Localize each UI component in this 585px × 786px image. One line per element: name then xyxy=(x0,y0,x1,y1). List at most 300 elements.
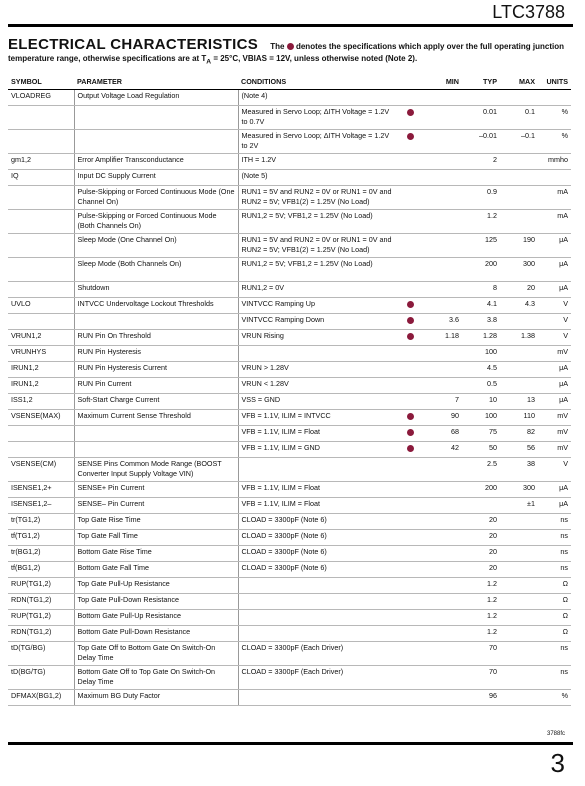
cell-symbol xyxy=(8,106,74,130)
cell-typ xyxy=(462,90,500,106)
cell-typ: 200 xyxy=(462,258,500,282)
cell-conditions: VRUN < 1.28V xyxy=(238,378,398,394)
cell-dot xyxy=(398,610,422,626)
cell-min xyxy=(422,642,462,666)
table-row xyxy=(8,498,571,514)
cell-conditions: CLOAD = 3300pF (Each Driver) xyxy=(238,666,398,690)
table-row xyxy=(8,154,571,170)
cell-conditions: CLOAD = 3300pF (Note 6) xyxy=(238,562,398,578)
cell-symbol: ISENSE1,2– xyxy=(8,498,74,514)
cell-symbol xyxy=(8,234,74,258)
table-row xyxy=(8,234,571,258)
table-row xyxy=(8,690,571,706)
cell-parameter: SENSE+ Pin Current xyxy=(74,482,238,498)
cell-dot xyxy=(398,530,422,546)
cell-units: μA xyxy=(538,258,571,282)
table-row xyxy=(8,378,571,394)
cell-typ: 1.2 xyxy=(462,578,500,594)
col-symbol: SYMBOL xyxy=(8,74,74,90)
cell-typ: 20 xyxy=(462,562,500,578)
cell-units: ns xyxy=(538,546,571,562)
table-row xyxy=(8,426,571,442)
cell-symbol xyxy=(8,210,74,234)
cell-units: Ω xyxy=(538,610,571,626)
cell-min xyxy=(422,298,462,314)
cell-units: μA xyxy=(538,378,571,394)
top-rule xyxy=(8,24,573,27)
cell-units: ns xyxy=(538,562,571,578)
cell-units: μA xyxy=(538,498,571,514)
cell-parameter: Top Gate Fall Time xyxy=(74,530,238,546)
cell-symbol: gm1,2 xyxy=(8,154,74,170)
cell-parameter: Input DC Supply Current xyxy=(74,170,238,186)
cell-min xyxy=(422,106,462,130)
cell-typ: 1.2 xyxy=(462,610,500,626)
temperature-range-dot-icon xyxy=(407,317,414,324)
cell-min xyxy=(422,458,462,482)
cell-conditions: CLOAD = 3300pF (Note 6) xyxy=(238,530,398,546)
cell-typ: 1.28 xyxy=(462,330,500,346)
cell-units: ns xyxy=(538,530,571,546)
cell-min xyxy=(422,690,462,706)
col-dot xyxy=(398,74,422,90)
cell-dot xyxy=(398,298,422,314)
cell-units: V xyxy=(538,458,571,482)
cell-typ: 200 xyxy=(462,482,500,498)
cell-max: 4.3 xyxy=(500,298,538,314)
cell-symbol: VSENSE(MAX) xyxy=(8,410,74,426)
table-row xyxy=(8,298,571,314)
cell-dot xyxy=(398,578,422,594)
cell-max: 13 xyxy=(500,394,538,410)
cell-typ: 2.5 xyxy=(462,458,500,482)
cell-parameter: Shutdown xyxy=(74,282,238,298)
cell-dot xyxy=(398,330,422,346)
cell-conditions: (Note 5) xyxy=(238,170,398,186)
intro-a: The xyxy=(270,42,285,51)
cell-symbol: tD(BG/TG) xyxy=(8,666,74,690)
cell-max xyxy=(500,514,538,530)
cell-symbol xyxy=(8,426,74,442)
cell-conditions xyxy=(238,626,398,642)
cell-min: 7 xyxy=(422,394,462,410)
cell-typ: 0.5 xyxy=(462,378,500,394)
col-typ: TYP xyxy=(462,74,500,90)
table-row xyxy=(8,210,571,234)
cell-units: mV xyxy=(538,426,571,442)
cell-symbol: RDN(TG1,2) xyxy=(8,594,74,610)
table-row xyxy=(8,442,571,458)
col-min: MIN xyxy=(422,74,462,90)
cell-units: mA xyxy=(538,210,571,234)
cell-conditions: VFB = 1.1V, ILIM = Float xyxy=(238,482,398,498)
cell-symbol xyxy=(8,282,74,298)
table-row xyxy=(8,106,571,130)
cell-min xyxy=(422,594,462,610)
cell-dot xyxy=(398,482,422,498)
cell-min xyxy=(422,186,462,210)
cell-conditions: Measured in Servo Loop; ΔITH Voltage = 1.2V to 2V xyxy=(238,130,398,154)
cell-parameter: SENSE Pins Common Mode Range (BOOST Converter Input Supply Voltage VIN) xyxy=(74,458,238,482)
temperature-range-dot-icon xyxy=(407,429,414,436)
cell-parameter: Bottom Gate Pull-Down Resistance xyxy=(74,626,238,642)
cell-typ: 4.1 xyxy=(462,298,500,314)
cell-units: μA xyxy=(538,394,571,410)
cell-typ: 20 xyxy=(462,546,500,562)
cell-dot xyxy=(398,106,422,130)
cell-max: 20 xyxy=(500,282,538,298)
cell-conditions: VFB = 1.1V, ILIM = Float xyxy=(238,426,398,442)
cell-max xyxy=(500,594,538,610)
cell-dot xyxy=(398,546,422,562)
cell-min xyxy=(422,610,462,626)
table-row xyxy=(8,90,571,106)
cell-parameter: Maximum Current Sense Threshold xyxy=(74,410,238,426)
cell-max: ±1 xyxy=(500,498,538,514)
intro-c: = 25°C, VBIAS = 12V, unless otherwise noted (Note 2). xyxy=(211,54,418,63)
cell-dot xyxy=(398,410,422,426)
intro-sub: A xyxy=(206,58,212,66)
cell-dot xyxy=(398,562,422,578)
cell-min: 1.18 xyxy=(422,330,462,346)
cell-dot xyxy=(398,258,422,282)
cell-parameter xyxy=(74,314,238,330)
cell-conditions xyxy=(238,610,398,626)
cell-units: V xyxy=(538,330,571,346)
cell-max: 110 xyxy=(500,410,538,426)
cell-typ: 20 xyxy=(462,514,500,530)
cell-min xyxy=(422,282,462,298)
cell-symbol: tf(TG1,2) xyxy=(8,530,74,546)
cell-dot xyxy=(398,282,422,298)
section-title: ELECTRICAL CHARACTERISTICS xyxy=(8,36,259,53)
cell-dot xyxy=(398,690,422,706)
table-row xyxy=(8,346,571,362)
table-body xyxy=(8,90,571,706)
cell-symbol: RUP(TG1,2) xyxy=(8,578,74,594)
cell-max xyxy=(500,562,538,578)
cell-symbol: ISENSE1,2+ xyxy=(8,482,74,498)
cell-dot xyxy=(398,498,422,514)
cell-max xyxy=(500,530,538,546)
cell-conditions: CLOAD = 3300pF (Note 6) xyxy=(238,546,398,562)
cell-min xyxy=(422,210,462,234)
table-row xyxy=(8,562,571,578)
cell-max xyxy=(500,690,538,706)
cell-typ: 0.01 xyxy=(462,106,500,130)
table-row xyxy=(8,186,571,210)
page-number: 3 xyxy=(550,748,565,778)
cell-parameter xyxy=(74,442,238,458)
cell-units: mV xyxy=(538,346,571,362)
cell-conditions xyxy=(238,594,398,610)
cell-units: Ω xyxy=(538,626,571,642)
cell-conditions: VRUN Rising xyxy=(238,330,398,346)
cell-min xyxy=(422,362,462,378)
cell-dot xyxy=(398,514,422,530)
cell-symbol: IQ xyxy=(8,170,74,186)
cell-dot xyxy=(398,234,422,258)
cell-parameter: RUN Pin Current xyxy=(74,378,238,394)
cell-parameter: Soft-Start Charge Current xyxy=(74,394,238,410)
cell-typ: 70 xyxy=(462,666,500,690)
cell-dot xyxy=(398,210,422,234)
cell-min xyxy=(422,578,462,594)
cell-dot xyxy=(398,154,422,170)
cell-units: μA xyxy=(538,234,571,258)
cell-symbol: tr(TG1,2) xyxy=(8,514,74,530)
cell-conditions xyxy=(238,346,398,362)
cell-max xyxy=(500,186,538,210)
cell-units: ns xyxy=(538,514,571,530)
cell-min xyxy=(422,514,462,530)
cell-dot xyxy=(398,346,422,362)
cell-symbol: IRUN1,2 xyxy=(8,362,74,378)
cell-dot xyxy=(398,594,422,610)
cell-symbol xyxy=(8,186,74,210)
cell-conditions: VINTVCC Ramping Up xyxy=(238,298,398,314)
cell-max: 38 xyxy=(500,458,538,482)
cell-typ: 1.2 xyxy=(462,594,500,610)
cell-max xyxy=(500,546,538,562)
cell-typ xyxy=(462,170,500,186)
cell-symbol: DFMAX(BG1,2) xyxy=(8,690,74,706)
cell-conditions: RUN1 = 5V and RUN2 = 0V or RUN1 = 0V and RUN2 = 5V; VFB1(2) = 1.25V (No Load) xyxy=(238,234,398,258)
cell-dot xyxy=(398,314,422,330)
table-row xyxy=(8,170,571,186)
cell-dot xyxy=(398,426,422,442)
cell-min xyxy=(422,90,462,106)
cell-max xyxy=(500,170,538,186)
cell-units: Ω xyxy=(538,578,571,594)
cell-min xyxy=(422,170,462,186)
cell-max xyxy=(500,610,538,626)
section-header xyxy=(8,36,571,69)
cell-min: 42 xyxy=(422,442,462,458)
cell-min xyxy=(422,546,462,562)
cell-min xyxy=(422,346,462,362)
cell-parameter: Bottom Gate Off to Top Gate On Switch-On Delay Time xyxy=(74,666,238,690)
cell-typ: 96 xyxy=(462,690,500,706)
cell-min xyxy=(422,482,462,498)
temperature-range-dot-icon xyxy=(407,333,414,340)
cell-typ: 1.2 xyxy=(462,210,500,234)
cell-max xyxy=(500,578,538,594)
table-row xyxy=(8,546,571,562)
cell-conditions: RUN1,2 = 5V; VFB1,2 = 1.25V (No Load) xyxy=(238,210,398,234)
cell-parameter: Sleep Mode (One Channel On) xyxy=(74,234,238,258)
cell-dot xyxy=(398,362,422,378)
cell-symbol xyxy=(8,258,74,282)
cell-max xyxy=(500,666,538,690)
cell-parameter: Top Gate Pull-Up Resistance xyxy=(74,578,238,594)
cell-symbol xyxy=(8,130,74,154)
cell-parameter xyxy=(74,106,238,130)
table-row xyxy=(8,626,571,642)
col-max: MAX xyxy=(500,74,538,90)
cell-conditions: Measured in Servo Loop; ΔITH Voltage = 1.2V to 0.7V xyxy=(238,106,398,130)
cell-parameter xyxy=(74,426,238,442)
cell-symbol: tD(TG/BG) xyxy=(8,642,74,666)
table-header-row xyxy=(8,74,571,90)
table-row xyxy=(8,130,571,154)
cell-max xyxy=(500,314,538,330)
cell-max: 300 xyxy=(500,258,538,282)
cell-conditions: RUN1 = 5V and RUN2 = 0V or RUN1 = 0V and RUN2 = 5V; VFB1(2) = 1.25V (No Load) xyxy=(238,186,398,210)
cell-typ: 75 xyxy=(462,426,500,442)
cell-conditions: VFB = 1.1V, ILIM = GND xyxy=(238,442,398,458)
cell-parameter: Bottom Gate Pull-Up Resistance xyxy=(74,610,238,626)
cell-parameter: Pulse-Skipping or Forced Continuous Mode (Both Channels On) xyxy=(74,210,238,234)
cell-max: 56 xyxy=(500,442,538,458)
table-row xyxy=(8,514,571,530)
cell-symbol: RDN(TG1,2) xyxy=(8,626,74,642)
table-row xyxy=(8,282,571,298)
col-parameter: PARAMETER xyxy=(74,74,238,90)
cell-units: % xyxy=(538,106,571,130)
cell-parameter: INTVCC Undervoltage Lockout Thresholds xyxy=(74,298,238,314)
col-units: UNITS xyxy=(538,74,571,90)
table-row xyxy=(8,362,571,378)
cell-dot xyxy=(398,666,422,690)
part-number: LTC3788 xyxy=(492,2,565,22)
temperature-range-dot-icon xyxy=(287,43,294,50)
cell-parameter: Top Gate Pull-Down Resistance xyxy=(74,594,238,610)
cell-symbol: VSENSE(CM) xyxy=(8,458,74,482)
cell-max: 300 xyxy=(500,482,538,498)
cell-symbol: tr(BG1,2) xyxy=(8,546,74,562)
cell-typ: 100 xyxy=(462,410,500,426)
cell-dot xyxy=(398,90,422,106)
cell-typ: 1.2 xyxy=(462,626,500,642)
cell-max xyxy=(500,378,538,394)
cell-parameter: RUN Pin Hysteresis xyxy=(74,346,238,362)
cell-parameter: Error Amplifier Transconductance xyxy=(74,154,238,170)
cell-max: 0.1 xyxy=(500,106,538,130)
cell-parameter xyxy=(74,130,238,154)
cell-typ: 70 xyxy=(462,642,500,666)
col-conditions: CONDITIONS xyxy=(238,74,398,90)
cell-max: 82 xyxy=(500,426,538,442)
cell-typ: –0.01 xyxy=(462,130,500,154)
cell-typ: 20 xyxy=(462,530,500,546)
cell-dot xyxy=(398,170,422,186)
table-row xyxy=(8,666,571,690)
cell-units: μA xyxy=(538,282,571,298)
cell-conditions: (Note 4) xyxy=(238,90,398,106)
cell-typ: 50 xyxy=(462,442,500,458)
cell-min: 3.6 xyxy=(422,314,462,330)
temperature-range-dot-icon xyxy=(407,445,414,452)
table-row xyxy=(8,610,571,626)
cell-conditions: RUN1,2 = 0V xyxy=(238,282,398,298)
cell-max xyxy=(500,210,538,234)
cell-min xyxy=(422,130,462,154)
cell-parameter: SENSE– Pin Current xyxy=(74,498,238,514)
cell-max xyxy=(500,626,538,642)
cell-parameter: Bottom Gate Rise Time xyxy=(74,546,238,562)
cell-conditions xyxy=(238,690,398,706)
cell-dot xyxy=(398,626,422,642)
cell-min xyxy=(422,562,462,578)
cell-conditions: RUN1,2 = 5V; VFB1,2 = 1.25V (No Load) xyxy=(238,258,398,282)
cell-symbol: tf(BG1,2) xyxy=(8,562,74,578)
table-row xyxy=(8,458,571,482)
cell-conditions: CLOAD = 3300pF (Each Driver) xyxy=(238,642,398,666)
cell-conditions: VFB = 1.1V, ILIM = INTVCC xyxy=(238,410,398,426)
cell-max: –0.1 xyxy=(500,130,538,154)
cell-typ: 8 xyxy=(462,282,500,298)
cell-typ: 100 xyxy=(462,346,500,362)
cell-max: 1.38 xyxy=(500,330,538,346)
cell-typ: 2 xyxy=(462,154,500,170)
cell-dot xyxy=(398,458,422,482)
cell-conditions: ITH = 1.2V xyxy=(238,154,398,170)
cell-dot xyxy=(398,394,422,410)
cell-parameter: RUN Pin Hysteresis Current xyxy=(74,362,238,378)
cell-typ xyxy=(462,498,500,514)
cell-dot xyxy=(398,186,422,210)
cell-min xyxy=(422,666,462,690)
cell-min xyxy=(422,258,462,282)
cell-units: ns xyxy=(538,642,571,666)
cell-symbol: VRUNHYS xyxy=(8,346,74,362)
cell-max xyxy=(500,346,538,362)
cell-typ: 10 xyxy=(462,394,500,410)
cell-symbol: IRUN1,2 xyxy=(8,378,74,394)
cell-units: ns xyxy=(538,666,571,690)
bottom-rule xyxy=(8,742,573,745)
cell-units xyxy=(538,170,571,186)
temperature-range-dot-icon xyxy=(407,133,414,140)
temperature-range-dot-icon xyxy=(407,301,414,308)
cell-min: 90 xyxy=(422,410,462,426)
cell-parameter: Top Gate Off to Bottom Gate On Switch-On Delay Time xyxy=(74,642,238,666)
cell-conditions: VFB = 1.1V, ILIM = Float xyxy=(238,498,398,514)
cell-units: % xyxy=(538,130,571,154)
cell-min xyxy=(422,530,462,546)
cell-max xyxy=(500,362,538,378)
cell-min: 68 xyxy=(422,426,462,442)
cell-typ: 4.5 xyxy=(462,362,500,378)
cell-units: μA xyxy=(538,362,571,378)
table-row xyxy=(8,258,571,282)
cell-conditions: CLOAD = 3300pF (Note 6) xyxy=(238,514,398,530)
cell-conditions: VINTVCC Ramping Down xyxy=(238,314,398,330)
cell-symbol xyxy=(8,314,74,330)
table-row xyxy=(8,578,571,594)
cell-max xyxy=(500,90,538,106)
cell-max: 190 xyxy=(500,234,538,258)
table-row xyxy=(8,410,571,426)
intro-b: denotes the specifications which apply over the full operating junction temperature range, otherwise specifications are at T xyxy=(8,42,565,63)
cell-dot xyxy=(398,442,422,458)
table-row xyxy=(8,394,571,410)
cell-typ: 3.8 xyxy=(462,314,500,330)
cell-symbol: VRUN1,2 xyxy=(8,330,74,346)
cell-conditions: VRUN > 1.28V xyxy=(238,362,398,378)
cell-max xyxy=(500,154,538,170)
cell-dot xyxy=(398,130,422,154)
cell-conditions: VSS = GND xyxy=(238,394,398,410)
cell-units: mV xyxy=(538,442,571,458)
cell-dot xyxy=(398,642,422,666)
electrical-characteristics-table xyxy=(8,74,571,706)
cell-units: μA xyxy=(538,482,571,498)
document-code: 3788fc xyxy=(546,731,565,737)
cell-symbol: RUP(TG1,2) xyxy=(8,610,74,626)
cell-units: Ω xyxy=(538,594,571,610)
